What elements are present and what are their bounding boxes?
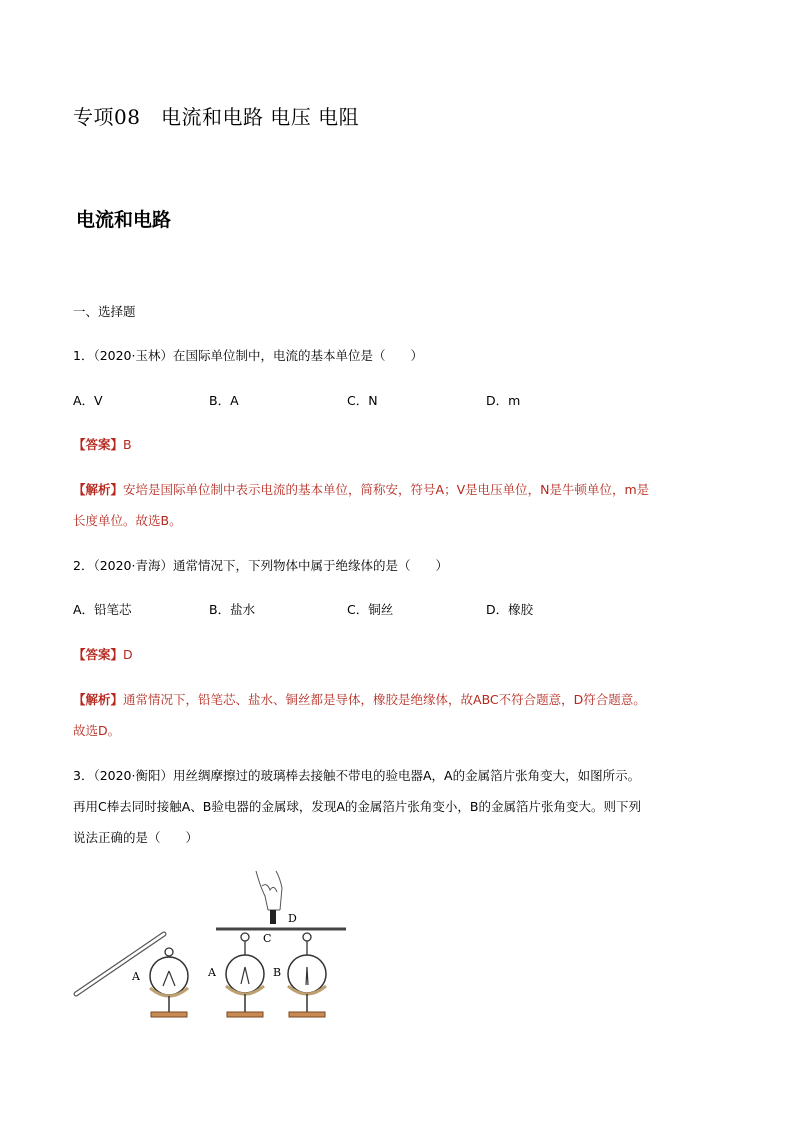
section-title: 电流和电路 xyxy=(76,209,172,231)
question-1-option-a: A．V xyxy=(73,393,103,408)
explanation-tag: 【解析】 xyxy=(73,692,124,707)
question-type-heading: 一、选择题 xyxy=(73,304,136,319)
question-3-line-1: 3．（2020·衡阳）用丝绸摩擦过的玻璃棒去接触不带电的验电器A，A的金属箔片张角变大，如图所示。 xyxy=(73,768,641,783)
label-a-left: A xyxy=(132,970,140,983)
explanation-tag: 【解析】 xyxy=(73,482,124,497)
question-1-answer xyxy=(73,435,132,453)
question-2-stem: 2．（2020·青海）通常情况下，下列物体中属于绝缘体的是（ ） xyxy=(73,558,448,573)
question-2-option-b: B．盐水 xyxy=(209,602,256,617)
electroscope-a-single xyxy=(150,948,188,1017)
question-1-option-b: B．A xyxy=(209,393,239,408)
label-c: C xyxy=(263,932,272,945)
hand-icon xyxy=(256,871,282,910)
question-2-explanation-line-2: 故选D。 xyxy=(73,723,121,738)
electroscope-b xyxy=(288,933,326,1017)
answer-value: B xyxy=(123,437,132,452)
question-2-answer xyxy=(73,645,133,663)
question-1-explanation-line-2: 长度单位。故选B。 xyxy=(73,513,182,528)
question-2-option-d: D．橡胶 xyxy=(486,602,534,617)
label-b: B xyxy=(273,966,282,979)
label-d: D xyxy=(288,912,297,925)
explanation-text: 安培是国际单位制中表示电流的基本单位，简称安，符号A；V是电压单位，N是牛顿单位，m是 xyxy=(123,482,650,497)
answer-value: D xyxy=(123,647,133,662)
question-1-explanation-line-1 xyxy=(73,480,649,498)
question-1-option-c: C．N xyxy=(347,393,378,408)
answer-tag: 【答案】 xyxy=(73,437,124,452)
answer-tag: 【答案】 xyxy=(73,647,124,662)
label-a-middle: A xyxy=(208,966,216,979)
question-3-line-2: 再用C棒去同时接触A、B验电器的金属球，发现A的金属箔片张角变小，B的金属箔片张角变大。则下列 xyxy=(73,799,641,814)
question-2-option-c: C．铜丝 xyxy=(347,602,394,617)
electroscope-figure xyxy=(70,866,360,1026)
page-title: 专项08 电流和电路 电压 电阻 xyxy=(73,105,360,129)
question-2-option-a: A．铅笔芯 xyxy=(73,602,132,617)
electroscope-a-connected xyxy=(226,933,264,1017)
glass-rod xyxy=(76,934,164,994)
question-1-option-d: D．m xyxy=(486,393,521,408)
question-3-line-3: 说法正确的是（ ） xyxy=(73,830,199,845)
question-2-explanation-line-1 xyxy=(73,690,646,708)
question-1-stem: 1．（2020·玉林）在国际单位制中，电流的基本单位是（ ） xyxy=(73,348,423,363)
handle-d xyxy=(270,910,276,924)
explanation-text: 通常情况下，铅笔芯、盐水、铜丝都是导体，橡胶是绝缘体，故ABC不符合题意，D符合题意。 xyxy=(123,692,646,707)
